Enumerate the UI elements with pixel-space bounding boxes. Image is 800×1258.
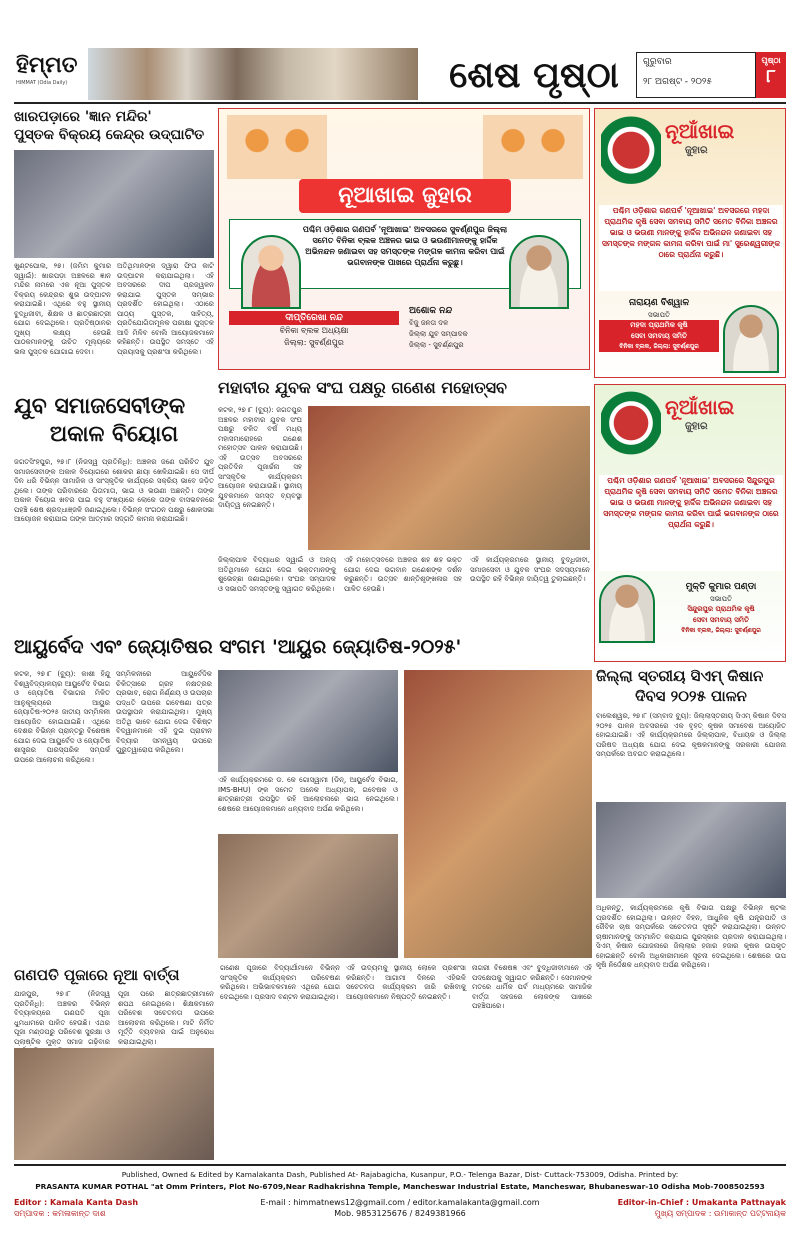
body-column: ଏହି କାର୍ଯ୍ୟକ୍ରମରେ ସ୍ଥାନୀୟ ବୁଦ୍ଧିଜୀବୀ, ସମାଜସେବୀ ଓ ଯୁବକ ସଂଘର ସଦସ୍ୟମାନେ ଉପସ୍ଥିତ ରହି ବିଭିନ୍ନ ଦାୟିତ୍ୱ ତୁଲାଇଛନ୍ତି।: [470, 556, 590, 583]
story-ganesh-festival: [218, 376, 590, 626]
signatory-role: ସଭାପତି: [648, 311, 670, 319]
story-ayur-jyotish: [14, 630, 592, 960]
headline: ମହାବୀର ଯୁବକ ସଂଘ ପକ୍ଷରୁ ଗଣେଶ ମହୋତ୍ସବ: [218, 378, 507, 397]
body-text: କଟକ, ୨୭।୮ (ବ୍ୟୁ): ଜଗତପୁର ଅଞ୍ଚଳର ମହାବୀର ଯୁବକ ସଂଘ ପକ୍ଷରୁ ଚଳିତ ବର୍ଷ ମଧ୍ୟ ମହାସମାରୋହରେ ଗଣେଶ ମହୋତ୍ସବ ପାଳନ କରାଯାଉଛି। ଏହି ଉତ୍ସବ ଅବସରରେ ପ୍ରତିଦିନ ପୂଜାର୍ଚ୍ଚନା ସହ ସାଂସ୍କୃତିକ କାର୍ଯ୍ୟକ୍ରମ ଆୟୋଜନ କରାଯାଉଛି। ସ୍ଥାନୀୟ ଯୁବକମାନେ ସମସ୍ତ ବ୍ୟବସ୍ଥା ଦାୟିତ୍ୱ ନେଇଛନ୍ତି।: [218, 406, 302, 509]
portrait-left: [241, 235, 301, 309]
story-youth-demise: [14, 392, 214, 624]
story-ganapati-puja: [14, 964, 592, 1160]
body-column: ଅତିଥିମାନଙ୍କ ଦ୍ୱାରା ଫିତା କାଟି ଉଦ୍‌ଘାଟନ କରାଯାଇଥିଲା। ଏହି ଅବସରରେ ଦୀପ ପ୍ରଜ୍ୱଳନ କରାଯାଇ ପୁସ୍ତକ ସମ୍ଭାର ପ୍ରଦର୍ଶିତ ହୋଇଥିଲା। ଏଠାରେ ପାଠ୍ୟ ପୁସ୍ତକ, ସାହିତ୍ୟ, ପ୍ରତିଯୋଗିତାମୂଳକ ପରୀକ୍ଷା ପୁସ୍ତକ ଆଦି ମିଳିବ ବୋଲି ଆୟୋଜକମାନେ କହିଛନ୍ତି। ଉପସ୍ଥିତ ସମସ୍ତେ ଏହି ପ୍ରୟାସକୁ ପ୍ରଶଂସା କରିଥିଲେ।: [117, 262, 214, 356]
kisan-photo: [596, 802, 786, 898]
signatory-name: ଅଶୋକ ନନ୍ଦ: [409, 306, 453, 316]
signatory-role: ସଭାପତି: [710, 595, 732, 603]
drum-art: [601, 115, 661, 203]
section-title: ଶେଷ ପୃଷ୍ଠା: [449, 54, 619, 96]
ad-signatory: [599, 297, 719, 375]
signatory-role: ଜିଲ୍ଲା ଯୁବ ସମ୍ପାଦକ: [409, 330, 468, 338]
editor-or: ସମ୍ପାଦକ : କମଳାକାନ୍ତ ଦାଶ: [14, 1209, 106, 1218]
signatory-role: ବିଜୁ ଜନତା ଦଳ: [409, 319, 449, 327]
page-number: ୮: [766, 66, 776, 87]
advert-nuakhai-right-1: [594, 108, 786, 378]
ayur-photo-bottom: [218, 834, 398, 958]
date-label: ୨୮ ଅଗଷ୍ଟ - ୨୦୨୫: [643, 77, 712, 87]
body-column: କଟକ, ୨୭।୮ (ବ୍ୟୁ): କାଶୀ ହିନ୍ଦୁ ବିଶ୍ୱବିଦ୍ୟାଳୟର ଆୟୁର୍ବେଦ ବିଭାଗ ଓ ଜ୍ୟୋତିଷ ବିଭାଗର ମିଳିତ ଆନୁକୂଲ୍ୟରେ ଆୟୁର ଜ୍ୟୋତିଷ-୨୦୨୫ ଜାତୀୟ ସମ୍ମିଳନୀ ଆୟୋଜିତ ହୋଇଯାଇଛି। ଏଥିରେ ଦେଶର ବିଭିନ୍ନ ପ୍ରାନ୍ତରୁ ବିଶେଷଜ୍ଞ ଯୋଗ ଦେଇ ଆୟୁର୍ବେଦ ଓ ଜ୍ୟୋତିଷ ଶାସ୍ତ୍ରର ପାରସ୍ପରିକ ସମ୍ପର୍କ ଉପରେ ଆଲୋଚନା କରିଥିଲେ।: [14, 670, 110, 764]
logo-odia: ହିମ୍ମତ: [16, 52, 78, 78]
ad-signatory: [659, 581, 783, 659]
portrait: [599, 575, 655, 643]
story-bookstore: [14, 108, 214, 370]
ad-signatory-right: [409, 305, 509, 367]
imprint-footer: [14, 1164, 786, 1254]
ad-message: ପଶ୍ଚିମ ଓଡ଼ିଶାର ଗଣପର୍ବ 'ନୂଆଖାଇ' ଅବସରରେ ସୁବର୍ଣ୍ଣପୁର ଜିଲ୍ଲା ସମେତ ବିନିକା ବ୍ଲକ ଅଞ୍ଚଳର ଭାଇ ଓ ଭଉଣୀମାନଙ୍କୁ ହାର୍ଦ୍ଦିକ ଅଭିନନ୍ଦନ ଜଣାଇବା ସହ ସମସ୍ତଙ୍କ ମଙ୍ଗଳ କାମନା କରିବା ପାଇଁ ଭଗବାନଙ୍କ ପାଖରେ ପ୍ରାର୍ଥନା କରୁଛୁ।: [229, 219, 581, 289]
ad-greeting: ନୂଆଁଖାଇ: [665, 395, 735, 419]
body-column: ସମ୍ମିଳନୀରେ ଆୟୁର୍ବେଦିକ ଚିକିତ୍ସାରେ ଗ୍ରହ ନକ୍ଷତ୍ରର ପ୍ରଭାବ, ରୋଗ ନିର୍ଣ୍ଣୟ ଓ ଉପଚାର ପଦ୍ଧତି ଉପରେ ଗବେଷଣା ପତ୍ର ଉପସ୍ଥାପନ କରାଯାଇଥିଲା। ମୁଖ୍ୟ ଅତିଥି ଭାବେ ଯୋଗ ଦେଇ ବିଶିଷ୍ଟ ବିଦ୍ୱାନମାନେ ଏହି ଦୁଇ ପ୍ରାଚୀନ ବିଦ୍ୟାର ସମନ୍ୱୟ ଉପରେ ଗୁରୁତ୍ୱାରୋପ କରିଥିଲେ।: [116, 670, 212, 754]
dancers-art: [483, 115, 583, 179]
bookstore-photo: [14, 150, 214, 258]
masthead: [14, 46, 786, 104]
ad-greeting-sub: ଜୁହାର: [685, 145, 708, 156]
portrait: [723, 305, 779, 373]
ad-greeting-sub: ଜୁହାର: [685, 421, 708, 432]
headline: ଆୟୁର୍ବେଦ ଏବଂ ଜ୍ୟୋତିଷର ସଂଗମ 'ଆୟୁର ଜ୍ୟୋତିଷ-୨୦୨୫': [14, 636, 462, 658]
masthead-logo: [16, 50, 86, 98]
body-column: ଗଣେଶ ପୂଜାରେ ବିଦ୍ୟାର୍ଥୀମାନେ ବିଭିନ୍ନ ସାଂସ୍କୃତିକ କାର୍ଯ୍ୟକ୍ରମ ପରିବେଷଣ କରିଥିଲେ। ଅଭିଭାବକମାନେ ଏଥିରେ ଯୋଗ ଦେଇଥିଲେ। ପ୍ରସାଦ ବଣ୍ଟନ କରାଯାଇଥିଲା।: [220, 964, 340, 1001]
signatory-org: ସେବା ସମବାୟ ସମିତି: [692, 616, 750, 624]
body-column: ଖୁଣ୍ଟପୋଲ, ୨୭। (ଜମିମ କୁମାର ସ୍ୱାଇଁ): ଖାରପଡ଼ା ଅଞ୍ଚଳରେ ଜ୍ଞାନ ମନ୍ଦିର ନାମରେ ଏକ ନୂଆ ପୁସ୍ତକ ବିକ୍ରୟ କେନ୍ଦ୍ରର ଶୁଭ ଉଦ୍‌ଘାଟନ କରାଯାଇଛି। ଏଥିରେ ବହୁ ସ୍ଥାନୀୟ ବୁଦ୍ଧିଜୀବୀ, ଶିକ୍ଷକ ଓ ଛାତ୍ରଛାତ୍ରୀ ଯୋଗ ଦେଇଥିଲେ। ପ୍ରତିଷ୍ଠାନର ମୁଖ୍ୟ ଲକ୍ଷ୍ୟ ହେଉଛି ପାଠକମାନଙ୍କୁ ଉଚିତ ମୂଲ୍ୟରେ ଭଲ ପୁସ୍ତକ ଯୋଗାଇ ଦେବା।: [14, 262, 111, 356]
email-text: E-mail : himmatnews12@gmail.com / editor.kamalakanta@gmail.com: [260, 1198, 540, 1207]
date-box: [636, 52, 756, 98]
body-column: ଜିଲ୍ଲାପାଳ ବିଦ୍ୟାଧର ସ୍ୱାଇଁ ଓ ଅନ୍ୟ ଅତିଥିମାନେ ଯୋଗ ଦେଇ ଭକ୍ତମାନଙ୍କୁ ଶୁଭେଚ୍ଛା ଜଣାଇଥିଲେ। ସଂଘର ସମ୍ପାଦକ ଓ ସଭାପତି ସମସ୍ତଙ୍କୁ ସ୍ୱାଗତ କରିଥିଲେ।: [218, 556, 336, 593]
headline: ପୁସ୍ତକ ବିକ୍ରୟ କେନ୍ଦ୍ର ଉଦ୍‌ଘାଟିତ: [14, 127, 205, 143]
headline: ଜିଲ୍ଲା ସ୍ତରୀୟ ସିଏମ୍ କିଷାନ: [596, 667, 764, 685]
signatory-org: ବିନିକା ବ୍ଲକ, ଜିଲ୍ଲା: ସୁବର୍ଣ୍ଣପୁର: [681, 627, 761, 634]
ad-greeting: ନୂଆଁଖାଇ: [665, 119, 735, 143]
headline: ଖାରପଡ଼ାରେ 'ଜ୍ଞାନ ମନ୍ଦିର': [14, 109, 152, 125]
body-column: ପୂଜା ପରେ ଛାତ୍ରଛାତ୍ରୀମାନେ ଶପଥ ନେଇଥିଲେ। ଶିକ୍ଷକମାନେ ପରିବେଶ ସଚେତନତା ଉପରେ ଆଲୋଚନା କରିଥିଲେ। ମାଟି ନିର୍ମିତ ମୂର୍ତ୍ତି ବ୍ୟବହାର ପାଇଁ ଅନୁରୋଧ କରାଯାଇଥିଲା।: [118, 990, 214, 1046]
story-cm-kisan: [596, 666, 786, 1160]
signatory-place: ଜିଲ୍ଲା: ସୁବର୍ଣ୍ଣପୁର: [284, 338, 344, 347]
body-column: ଏହି କାର୍ଯ୍ୟକ୍ରମରେ ଡ. କେ ଗୋସ୍ୱାମୀ (ଡିନ୍, ଆୟୁର୍ବେଦ ବିଭାଗ, IMS-BHU) ଙ୍କ ସମେତ ଅନେକ ଅଧ୍ୟାପକ, ଗବେଷକ ଓ ଛାତ୍ରଛାତ୍ରୀ ଉପସ୍ଥିତ ରହି ଆଲୋଚନାରେ ଭାଗ ନେଇଥିଲେ। ଶେଷରେ ଆୟୋଜକମାନେ ଧନ୍ୟବାଦ ଅର୍ପଣ କରିଥିଲେ।: [218, 776, 398, 813]
signatory-role: ବିନିକା ବ୍ଲକ ଅଧ୍ୟକ୍ଷା: [279, 326, 349, 335]
ad-message: ପଶ୍ଚିମ ଓଡ଼ିଶାର ଗଣପର୍ବ 'ନୂଆଖାଇ' ଅବସରରେ ସିନ୍ଦୁରପୁର ପ୍ରାଥମିକ କୃଷି ସେବା ସମବାୟ ସମିତି ସମେତ ବିନିକା ଅଞ୍ଚଳର ଭାଇ ଓ ଭଉଣୀ ମାନଙ୍କୁ ହାର୍ଦ୍ଦିକ ଅଭିନନ୍ଦନ ଜଣାଇବା ସହ ସମସ୍ତଙ୍କ ମଙ୍ଗଳ କାମନା କରିବା ପାଇଁ ଭଗବାନଙ୍କ ଠାରେ ପ୍ରାର୍ଥନା କରୁଛି।: [599, 475, 783, 571]
signatory-org: ସେବା ସମବାୟ ସମିତି: [599, 331, 719, 342]
logo-latin: HIMMAT (Odia Daily): [16, 80, 68, 86]
portrait-right: [509, 235, 569, 309]
body-text: ଯାଜପୁର, ୨୭।୮ (ନିଜସ୍ୱ ପ୍ରତିନିଧି): ଅଞ୍ଚଳର ବିଭିନ୍ନ ବିଦ୍ୟାଳୟରେ ଗଣପତି ପୂଜା ଧୁମଧାମରେ ପାଳିତ ହେଉଛି। ଏଥର ପୂଜା ମଣ୍ଡପରୁ ପରିବେଶ ସୁରକ୍ଷା ଓ ପ୍ଲାଷ୍ଟିକ ମୁକ୍ତ ସମାଜ ଗଢ଼ିବାର: [14, 990, 110, 1046]
day-label: ଗୁରୁବାର: [643, 57, 672, 67]
chief-or: ମୁଖ୍ୟ ସମ୍ପାଦକ : ଉମାକାନ୍ତ ପଟ୍ଟନାୟକ: [654, 1209, 786, 1218]
chief-editor-credit: [586, 1198, 786, 1219]
dancers-art: [227, 115, 327, 179]
mobile-text: Mob. 9853125676 / 8249381966: [334, 1209, 466, 1218]
advert-nuakhai-center: [218, 108, 590, 370]
ad-greeting: ନୂଆଖାଇ ଜୁହାର: [299, 179, 511, 213]
editor-credit: [14, 1198, 214, 1219]
headline: ଅକାଳ ବିୟୋଗ: [49, 421, 179, 447]
imprint-line: Published, Owned & Edited by Kamalakanta Dash, Published At- Rajabagicha, Kusanpur, P.O.- Telenga Bazar, Dist- Cuttack-753009, Odisha. Printed by:: [121, 1170, 679, 1179]
headline: ଯୁବ ସମାଜସେବୀଙ୍କ: [14, 393, 186, 419]
signatory-name: ମୁକ୍ତି କୁମାର ପଣ୍ଡା: [685, 582, 757, 592]
signatory-org: ମହଦା ପ୍ରାଥମିକ କୃଷି: [599, 320, 719, 331]
signatory-name: ଦୀପ୍ତିରେଖା ନନ୍ଦ: [229, 311, 399, 325]
body-text: ବାଲେଶ୍ୱର, ୨୭।୮ (ସମ୍ବାଦ ବ୍ୟୁ): ଜିଲ୍ଲାସ୍ତରୀୟ ସିଏମ୍ କିଷାନ ଦିବସ ୨୦୨୫ ପାଳନ ଅବସରରେ ଏକ ବୃହତ୍ କୃଷକ ସମାବେଶ ଆୟୋଜିତ ହୋଇଯାଇଛି। ଏହି କାର୍ଯ୍ୟକ୍ରମରେ ଜିଲ୍ଲାପାଳ, ବିଧାୟକ ଓ ଜିଲ୍ଲା ପରିଷଦ ଅଧ୍ୟକ୍ଷ ଯୋଗ ଦେଇ କୃଷକମାନଙ୍କୁ ସରକାରୀ ଯୋଜନା ସମ୍ପର୍କରେ ଅବଗତ କରାଇଥିଲେ।: [596, 712, 786, 758]
ayur-photo-right: [404, 670, 592, 958]
ganapati-photo: [14, 1048, 214, 1160]
signatory-place: ଜିଲ୍ଲା - ସୁବର୍ଣ୍ଣପୁର: [409, 341, 464, 349]
drum-art: [601, 391, 661, 471]
headline: ଦିବସ ୨୦୨୫ ପାଳନ: [635, 687, 747, 705]
editor-en: Editor : Kamala Kanta Dash: [14, 1198, 139, 1207]
advert-nuakhai-right-2: [594, 384, 786, 662]
body-text: ଜଗତସିଂହପୁର, ୨୭।୮ (ନିଜସ୍ୱ ପ୍ରତିନିଧି): ଅଞ୍ଚଳର ଜଣେ ପରିଚିତ ଯୁବ ସମାଜସେବୀଙ୍କ ଅକାଳ ବିୟୋଗରେ ଶୋକର ଛାୟା ଖେଳିଯାଇଛି। ସେ ଦୀର୍ଘ ଦିନ ଧରି ବିଭିନ୍ନ ସାମାଜିକ ଓ ସାଂସ୍କୃତିକ କାର୍ଯ୍ୟରେ ସକ୍ରିୟ ଭାବେ ଜଡ଼ିତ ଥିଲେ। ତାଙ୍କ ପରିବାରରେ ପିତାମାତା, ଭାଇ ଓ ଭଉଣୀ ଅଛନ୍ତି। ତାଙ୍କ ଅକାଳ ବିୟୋଗ ଖବର ପାଇ ବହୁ ସଂଖ୍ୟାରେ ଲୋକେ ତାଙ୍କ ବାସଭବନରେ ପହଞ୍ଚି ଶେଷ ଶ୍ରଦ୍ଧାଞ୍ଜଳି ଜଣାଇଥିଲେ। ବିଭିନ୍ନ ସଂଗଠନ ପକ୍ଷରୁ ଶୋକସଭା ଆୟୋଜନ କରାଯାଇ ତାଙ୍କ ଆତ୍ମାର ସଦ୍‌ଗତି କାମନା କରାଯାଇଛି।: [14, 458, 214, 523]
ganesh-photo: [308, 406, 590, 550]
ayur-photo-top: [218, 670, 398, 772]
imprint-line: PRASANTA KUMAR POTHAL "at Omm Printers, Plot No-6709,Near Radhakrishna Temple, Mancheswar Industrial Estate, Mancheswar, Bhubaneswar-10 Odisha Mob-7008502593: [35, 1182, 765, 1191]
signatory-name: ନାରାୟଣ ବିଶ୍ୱାଳ: [629, 298, 689, 308]
chief-en: Editor-in-Chief : Umakanta Pattnayak: [617, 1198, 786, 1207]
temple-photo-strip: [88, 48, 418, 100]
ad-signatory-left: [229, 311, 399, 367]
body-column: ନାଗରୀ ବିଶେଷଜ୍ଞ ଏବଂ ବୁଦ୍ଧିଜୀବୀମାନେ ଏହି ପଦକ୍ଷେପକୁ ସ୍ୱାଗତ କରିଛନ୍ତି। ସେମାନଙ୍କ ମତରେ ଧାର୍ମିକ ପର୍ବ ମାଧ୍ୟମରେ ସାମାଜିକ ବାର୍ତ୍ତା ସହଜରେ ଲୋକଙ୍କ ପାଖରେ ପହଞ୍ଚିପାରେ।: [472, 964, 592, 1010]
signatory-org: ବିନିକା ବ୍ଲକ, ଜିଲ୍ଲା: ସୁବର୍ଣ୍ଣପୁର: [599, 342, 719, 352]
contact-block: [214, 1198, 586, 1218]
body-column: ଏହି ମହୋତ୍ସବରେ ଅଞ୍ଚଳର ଶହ ଶହ ଭକ୍ତ ଯୋଗ ଦେଇ ଭଗବାନ ଗଣେଶଙ୍କ ଦର୍ଶନ କରୁଛନ୍ତି। ଉତ୍ସବ ଶାନ୍ତିଶୃଙ୍ଖଳାର ସହ ପାଳିତ ହେଉଛି।: [344, 556, 462, 593]
headline: ଗଣପତି ପୂଜାରେ ନୂଆ ବାର୍ତ୍ତା: [14, 966, 180, 984]
page-number-box: [756, 52, 786, 98]
signatory-org: ସିନ୍ଦୁରପୁର ପ୍ରାଥମିକ କୃଷି: [687, 605, 755, 613]
body-column: ଏହି ଉଦ୍ୟମକୁ ସ୍ଥାନୀୟ ଲୋକେ ପ୍ରଶଂସା କରିଛନ୍ତି। ଆଗାମୀ ଦିନରେ ଏହିଭଳି ସଚେତନତା କାର୍ଯ୍ୟକ୍ରମ ଜାରି ରଖିବାକୁ ଆୟୋଜକମାନେ ନିଷ୍ପତ୍ତି ନେଇଛନ୍ତି।: [346, 964, 466, 1001]
page-label: ପୃଷ୍ଠା: [761, 56, 781, 65]
ad-message: ପଶ୍ଚିମ ଓଡ଼ିଶାର ଗଣପର୍ବ 'ନୂଆଖାଇ' ଅବସରରେ ମହଦା ପ୍ରାଥମିକ କୃଷି ସେବା ସମବାୟ ସମିତି ସମେତ ବିନିକା ଅଞ୍ଚଳର ଭାଇ ଓ ଭଉଣୀ ମାନଙ୍କୁ ହାର୍ଦ୍ଦିକ ଅଭିନନ୍ଦନ ଜଣାଇବା ସହ ସମସ୍ତଙ୍କ ମଙ୍ଗଳ କାମନା କରିବା ପାଇଁ ମା' ସୁରେଶ୍ୱରୀଙ୍କ ଠାରେ ପ୍ରାର୍ଥନା କରୁଛି।: [599, 205, 783, 291]
body-text: ଅଧିକନ୍ତୁ, କାର୍ଯ୍ୟକ୍ରମରେ କୃଷି ବିଭାଗ ପକ୍ଷରୁ ବିଭିନ୍ନ ଷ୍ଟଲ ପ୍ରଦର୍ଶିତ ହୋଇଥିଲା। ଉନ୍ନତ ବିହନ, ଆଧୁନିକ କୃଷି ଯନ୍ତ୍ରପାତି ଓ ଜୈବିକ ଚାଷ ସମ୍ପର୍କରେ ସଚେତନତା ସୃଷ୍ଟି କରାଯାଇଥିଲା। ଉନ୍ନତ ଚାଷୀମାନଙ୍କୁ ସମ୍ମାନିତ କରାଯାଇ ପୁରସ୍କାର ପ୍ରଦାନ କରାଯାଇଥିଲା। ସିଏମ୍ କିଷାନ ଯୋଜନାରେ ଜିଲ୍ଲାର ହଜାର ହଜାର କୃଷକ ଉପକୃତ ହୋଇଛନ୍ତି ବୋଲି ଅଧିକାରୀମାନେ ସୂଚନା ଦେଇଥିଲେ। ଶେଷରେ ଉପ କୃଷି ନିର୍ଦ୍ଦେଶକ ଧନ୍ୟବାଦ ଅର୍ପଣ କରିଥିଲେ।: [596, 904, 786, 969]
